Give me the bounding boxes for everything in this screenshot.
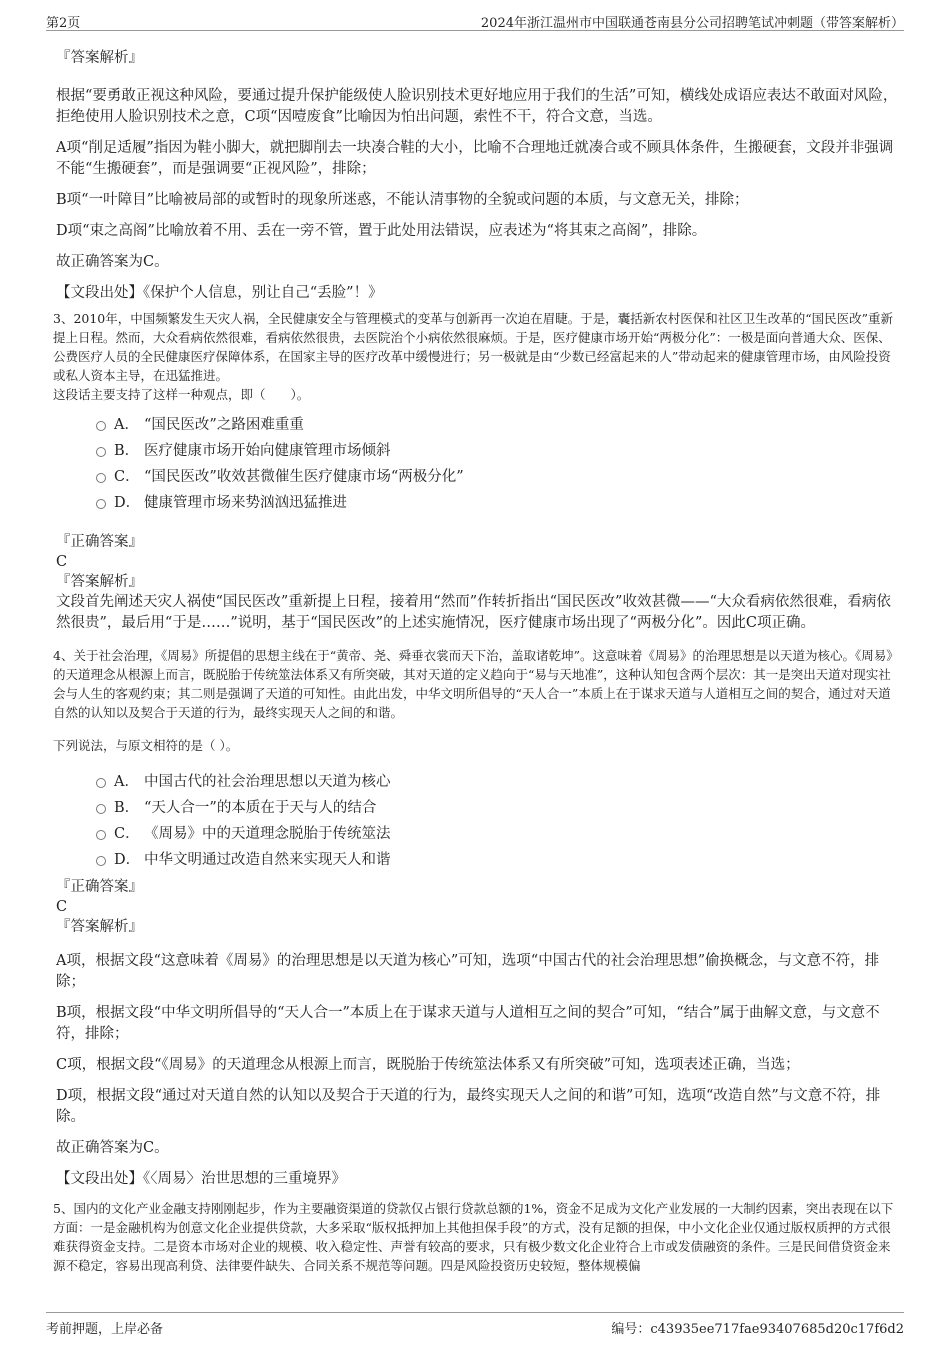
q4-answer: C <box>56 899 68 915</box>
page-header <box>46 10 904 31</box>
q4-question: 下列说法，与原文相符的是（ ）。 <box>53 738 239 753</box>
q5-stem: 5、国内的文化产业金融支持刚刚起步，作为主要融资渠道的贷款仅占银行贷款总额的1%，资金不足成为文化产业发展的一大制约因素，突出表现在以下方面：一是金融机构为创意文化企业提供贷款，大多采取“版权抵押加上其他担保手段”的方式，没有足额的担保，中小文化企业仅通过版权质押的方式很难获得资金支持。二是资本市场对企业的规模、收入稳定性、声誉有较高的要求，只有极少数文化企业符合上市或发债融资的条件。三是民间借贷资金来源不稳定，容易出现高利贷、法律要件缺失、合同关系不规范等问题。四是风险投资历史较短，整体规模偏 <box>53 1201 894 1273</box>
q4-analysis-para-1: A项，根据文段“这意味着《周易》的治理思想是以天道为核心”可知，选项“中国古代的社会治理思想”偷换概念，与文意不符，排除； <box>56 953 880 990</box>
q4-analysis-para-4: D项，根据文段“通过对天道自然的认知以及契合于天道的行为，最终实现天人之间的和谐”可知，选项“改造自然”与文意不符，排除。 <box>56 1088 881 1125</box>
q3-analysis-label: 『答案解析』 <box>56 574 143 590</box>
q3-option-c[interactable]: C． “国民医改”收效甚微催生医疗健康市场“两极分化” <box>96 464 902 490</box>
page-number: 第2页 <box>46 16 81 31</box>
q2-source: 【文段出处】《保护个人信息，别让自己“丢脸”！》 <box>56 285 383 301</box>
page-content <box>53 40 902 1275</box>
q3-option-a[interactable]: A． “国民医改”之路困难重重 <box>96 412 902 438</box>
radio-icon[interactable] <box>96 421 106 431</box>
q4-option-c[interactable]: C． 《周易》中的天道理念脱胎于传统筮法 <box>96 821 902 847</box>
radio-icon[interactable] <box>96 447 106 457</box>
q4-answer-summary: 故正确答案为C。 <box>56 1140 169 1156</box>
footer-slogan: 考前押题，上岸必备 <box>46 1322 164 1337</box>
q2-analysis-para-3: B项“一叶障目”比喻被局部的或暂时的现象所迷惑，不能认清事物的全貌或问题的本质，与文意无关，排除； <box>56 192 749 208</box>
radio-icon[interactable] <box>96 778 106 788</box>
q2-analysis-para-4: D项“束之高阁”比喻放着不用、丢在一旁不管，置于此处用法错误，应表述为“将其束之高阁”，排除。 <box>56 223 707 239</box>
q2-analysis-label: 『答案解析』 <box>56 50 143 66</box>
q3-correct-label: 『正确答案』 <box>56 534 143 550</box>
q2-analysis-para-1: 根据“要勇敢正视这种风险，要通过提升保护能级使人脸识别技术更好地应用于我们的生活”可知，横线处成语应表达不敢面对风险，拒绝使用人脸识别技术之意，C项“因噎废食”比喻因为怕出问题，索性不干，符合文意，当选。 <box>56 88 898 125</box>
q3-option-b[interactable]: B． 医疗健康市场开始向健康管理市场倾斜 <box>96 438 902 464</box>
q4-options <box>96 769 902 873</box>
radio-icon[interactable] <box>96 473 106 483</box>
q4-analysis-label: 『答案解析』 <box>56 919 143 935</box>
q4-option-a[interactable]: A． 中国古代的社会治理思想以天道为核心 <box>96 769 902 795</box>
document-id: 编号：c43935ee717fae93407685d20c17f6d2 <box>611 1322 904 1337</box>
q2-answer-summary: 故正确答案为C。 <box>56 254 169 270</box>
q2-analysis-para-2: A项“削足适履”指因为鞋小脚大，就把脚削去一块凑合鞋的大小，比喻不合理地迁就凑合或不顾具体条件，生搬硬套，文段并非强调不能“生搬硬套”，而是强调要“正视风险”，排除； <box>56 140 894 177</box>
q4-source: 【文段出处】《〈周易〉治世思想的三重境界》 <box>56 1171 346 1187</box>
q4-option-d[interactable]: D． 中华文明通过改造自然来实现天人和谐 <box>96 847 902 873</box>
q4-analysis-para-3: C项，根据文段“《周易》的天道理念从根源上而言，既脱胎于传统筮法体系又有所突破”可知，选项表述正确，当选； <box>56 1057 800 1073</box>
q4-correct-label: 『正确答案』 <box>56 879 143 895</box>
q3-analysis: 文段首先阐述天灾人祸使“国民医改”重新提上日程，接着用“然而”作转折指出“国民医改”收效甚微——“大众看病依然很难，看病依然很贵”，最后用“于是……”说明，基于“国民医改”的上述实施情况，医疗健康市场出现了“两极分化”。因此C项正确。 <box>56 594 891 631</box>
q4-stem: 4、关于社会治理，《周易》所提倡的思想主线在于“黄帝、尧、舜垂衣裳而天下治，盖取诸乾坤”。这意味着《周易》的治理思想是以天道为核心。《周易》的天道理念从根源上而言，既脱胎于传统筮法体系又有所突破，其对天道的定义趋向于“易与天地准”，这种认知包含两个层次：其一是突出天道对现实社会与人生的客观约束；其二则是强调了天道的可知性。由此出发，中华文明所倡导的“天人合一”本质上在于谋求天道与人道相互之间的契合，通过对天道自然的认知以及契合于天道的行为，最终实现天人之间的和谐。 <box>53 648 899 720</box>
q3-options <box>96 412 902 516</box>
q4-option-b[interactable]: B． “天人合一”的本质在于天与人的结合 <box>96 795 902 821</box>
radio-icon[interactable] <box>96 499 106 509</box>
q3-question: 这段话主要支持了这样一种观点，即（ ）。 <box>53 387 310 402</box>
q3-option-d[interactable]: D． 健康管理市场来势汹汹迅猛推进 <box>96 490 902 516</box>
radio-icon[interactable] <box>96 830 106 840</box>
q4-analysis-para-2: B项，根据文段“中华文明所倡导的“天人合一”本质上在于谋求天道与人道相互之间的契合”可知，“结合”属于曲解文意，与文意不符，排除； <box>56 1005 880 1042</box>
radio-icon[interactable] <box>96 856 106 866</box>
radio-icon[interactable] <box>96 804 106 814</box>
document-title: 2024年浙江温州市中国联通苍南县分公司招聘笔试冲刺题（带答案解析） <box>480 16 904 31</box>
q3-stem: 3、2010年，中国频繁发生天灾人祸，全民健康安全与管理模式的变革与创新再一次迫在眉睫。于是，囊括新农村医保和社区卫生改革的“国民医改”重新提上日程。然而，大众看病依然很难，看病依然很贵，去医院治个小病依然很麻烦。于是，医疗健康市场开始“两极分化”：一极是面向普通大众、医保、公费医疗人员的全民健康医疗保障体系，在国家主导的医疗改革中缓慢进行；另一极就是由“少数已经富起来的人”带动起来的健康管理市场，由风险投资或私人资本主导，在迅猛推进。 <box>53 311 894 383</box>
page-footer <box>46 1312 904 1337</box>
q3-answer: C <box>56 554 68 570</box>
